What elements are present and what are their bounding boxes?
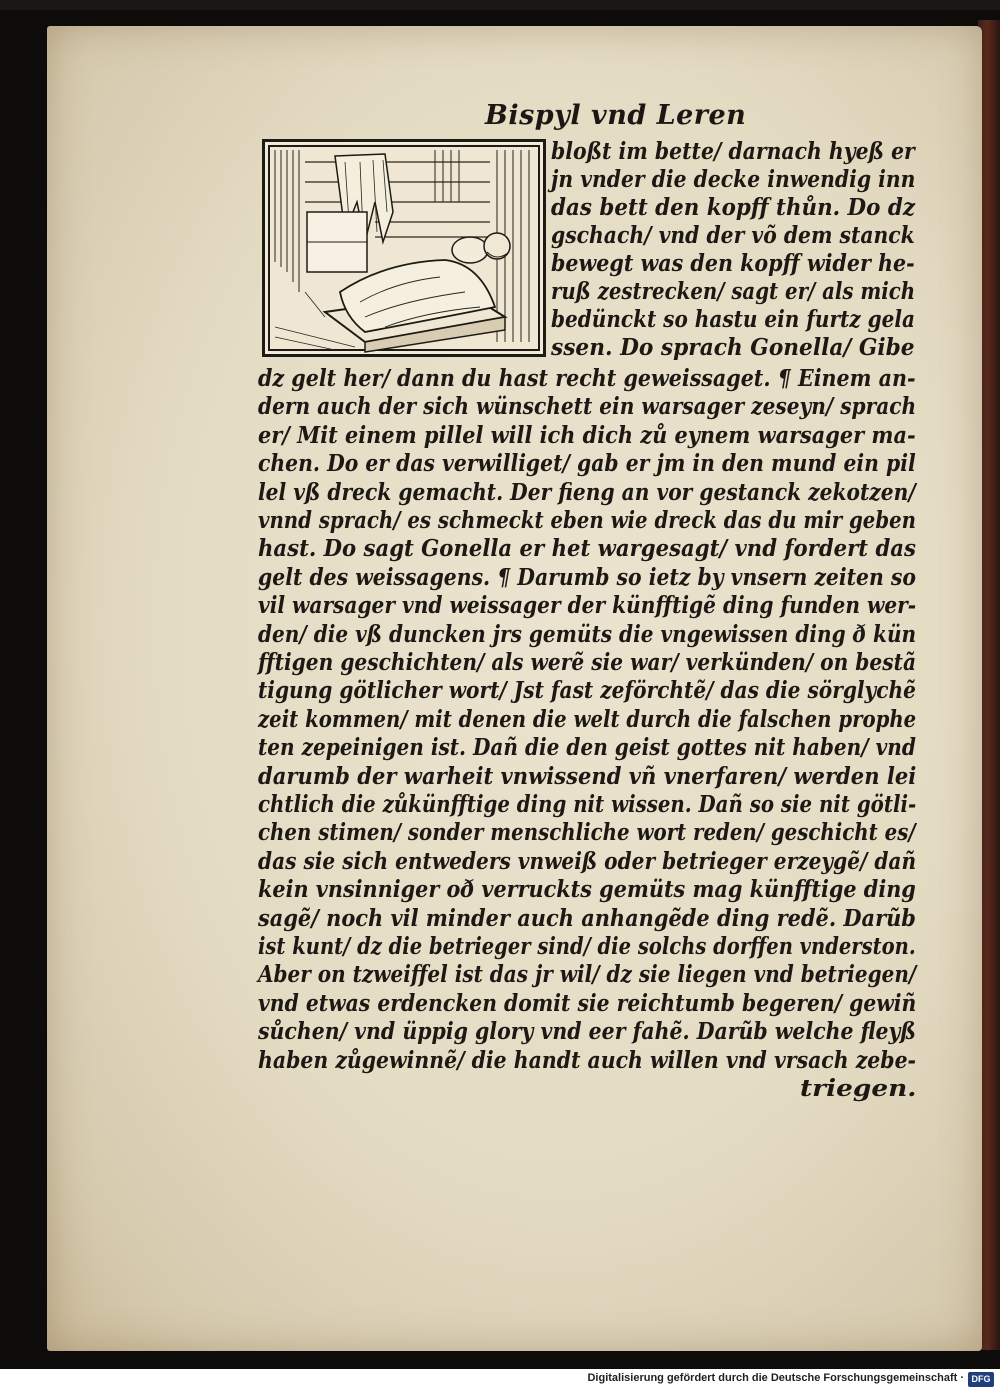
text-line: chen stimen/ sonder menschliche wort reden/ geschicht es/: [258, 819, 916, 847]
text-line: sůchen/ vnd üppig glory vnd eer fahẽ. Darũb welche fleyß: [258, 1018, 916, 1046]
text-line: jn vnder die decke inwendig inn: [551, 166, 916, 193]
text-line: darumb der warheit vnwissend vñ vnerfaren/ werden lei: [258, 762, 917, 790]
text-line: chen. Do er das verwilliget/ gab er jm in den mund ein pil: [258, 450, 916, 478]
text-line: bloßt im bette/ darnach hyeß er: [551, 138, 915, 165]
footer-bar: [0, 1369, 1000, 1391]
text-line: Aber on tzweiffel ist das jr wil/ dz sie liegen vnd betriegen/: [258, 961, 917, 989]
text-line: hast. Do sagt Gonella er het wargesagt/ vnd fordert das: [258, 535, 916, 563]
text-line: lel vß dreck gemacht. Der fieng an vor gestanck zekotzen/: [258, 478, 916, 506]
text-line: ssen. Do sprach Gonella/ Gibe: [551, 334, 915, 361]
text-line: ruß zestrecken/ sagt er/ als mich: [551, 278, 916, 305]
text-line: vnd etwas erdencken domit sie reichtumb begeren/ gewiñ: [258, 989, 917, 1017]
woodcut-bed-scene-illustration: [262, 139, 546, 357]
text-line: das bett den kopff thůn. Do dz: [551, 194, 915, 221]
text-line: das sie sich entweders vnweiß oder betrieger erzeygẽ/ dañ: [258, 847, 917, 875]
text-line: sagẽ/ noch vil minder auch anhangẽde ding redẽ. Darũb: [258, 904, 916, 932]
text-line: kein vnsinniger oð verruckts gemüts mag künfftige ding: [258, 876, 916, 904]
funding-notice: Digitalisierung gefördert durch die Deutsche Forschungsgemeinschaft ·: [587, 1372, 964, 1384]
text-line: fftigen geschichten/ als werẽ sie war/ verkünden/ on bestã: [258, 649, 917, 676]
text-line: er/ Mit einem pillel will ich dich zů eynem warsager ma-: [258, 421, 916, 449]
text-line: dern auch der sich wünschett ein warsager zeseyn/ sprach: [258, 393, 917, 421]
text-line: vnnd sprach/ es schmeckt eben wie dreck das du mir geben: [258, 507, 917, 534]
text-line: haben zůgewinnẽ/ die handt auch willen vnd vrsach zebe-: [258, 1046, 917, 1074]
text-line: vil warsager vnd weissager der künfftigẽ ding funden wer-: [258, 592, 917, 620]
text-line: ist kunt/ dz die betrieger sind/ die solchs dorffen vnderston.: [258, 933, 916, 960]
text-line: zeit kommen/ mit denen die welt durch die falschen prophe: [258, 705, 917, 733]
text-line: bewegt was den kopff wider he-: [551, 250, 915, 277]
text-line: triegen.: [800, 1075, 917, 1102]
dfg-logo: DFG: [968, 1372, 994, 1387]
text-line: tigung götlicher wort/ Jst fast zeförchtẽ/ das die sörglychẽ: [258, 677, 916, 705]
text-line: bedünckt so hastu ein furtz gela: [551, 306, 915, 333]
scan-top-edge: [0, 0, 1000, 10]
text-line: dz gelt her/ dann du hast recht geweissaget. ¶ Einem an-: [258, 365, 916, 392]
text-line: gelt des weissagens. ¶ Darumb so ietz by vnsern zeiten so: [258, 563, 916, 591]
running-title: Bispyl vnd Leren: [485, 100, 747, 131]
text-line: ten zepeinigen ist. Dañ die den geist gottes nit haben/ vnd: [258, 734, 916, 762]
text-line: gschach/ vnd der võ dem stanck: [551, 222, 915, 249]
text-line: den/ die vß duncken jrs gemüts die vngewissen ding ð kün: [258, 620, 917, 648]
text-line: chtlich die zůkünfftige ding nit wissen. Dañ so sie nit götli-: [258, 791, 917, 818]
